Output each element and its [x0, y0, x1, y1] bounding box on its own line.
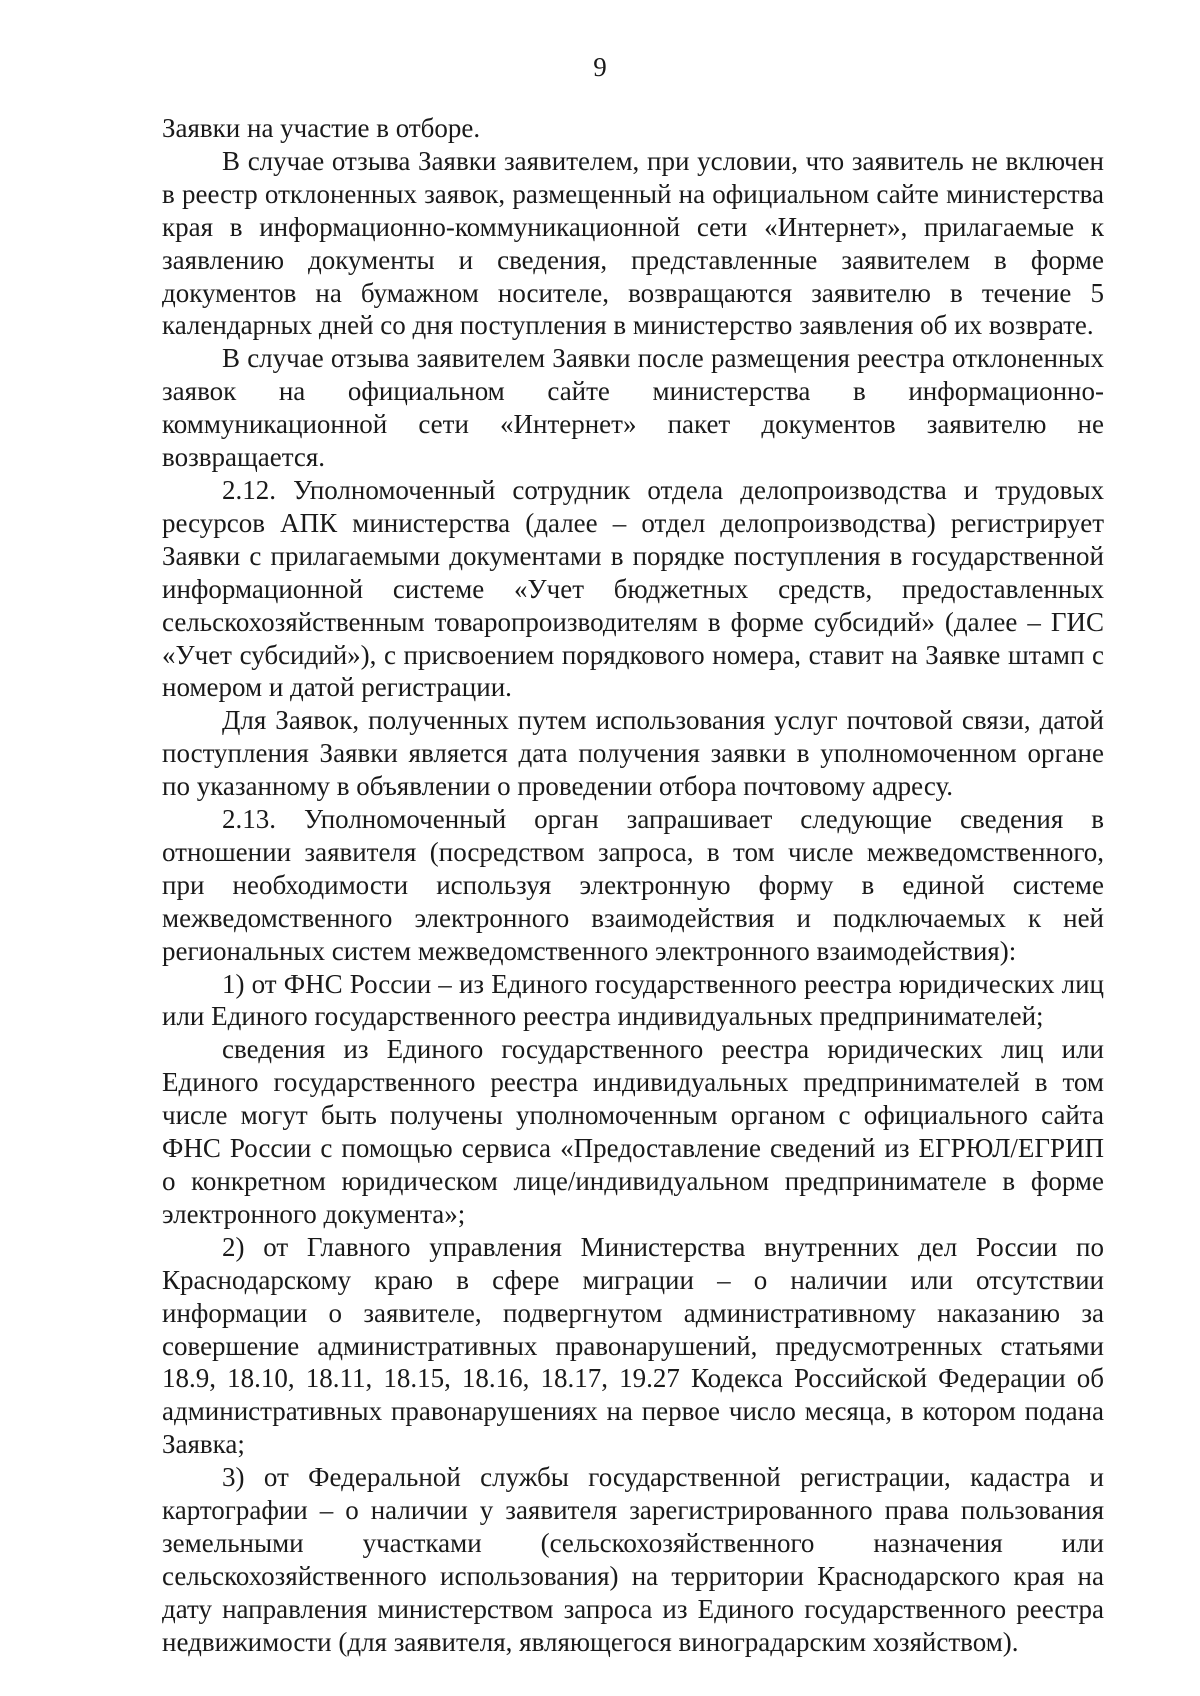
document-body — [162, 112, 1104, 1659]
section-2-12-paragraph: 2.12. Уполномоченный сотрудник отдела делопроизводства и трудовых ресурсов АПК министерства (далее – отдел делопроизводства) регистрирует Заявки с прилагаемыми документами в порядке поступления в государственной информационной системе «Учет бюджетных средств, предоставленных сельскохозяйственным товаропроизводителям в форме субсидий» (далее – ГИС «Учет субсидий»), с присвоением порядкового номера, ставит на Заявке штамп с номером и датой регистрации. — [162, 474, 1104, 703]
list-item-2: 2) от Главного управления Министерства внутренних дел России по Краснодарскому краю в сфере миграции – о наличии или отсутствии информации о заявителе, подвергнутом административному наказанию за совершение административных правонарушений, предусмотренных статьями 18.9, 18.10, 18.11, 18.15, 18.16, 18.17, 19.27 Кодекса Российской Федерации об административных правонарушениях на первое число месяца, в котором подана Заявка; — [162, 1231, 1104, 1460]
paragraph: В случае отзыва Заявки заявителем, при условии, что заявитель не включен в реестр отклоненных заявок, размещенный на официальном сайте министерства края в информационно-коммуникационной сети «Интернет», прилагаемые к заявлению документы и сведения, представленные заявителем в форме документов на бумажном носителе, возвращаются заявителю в течение 5 календарных дней со дня поступления в министерство заявления об их возврате. — [162, 145, 1104, 341]
paragraph: сведения из Единого государственного реестра юридических лиц или Единого государственного реестра индивидуальных предпринимателей в том числе могут быть получены уполномоченным органом с официального сайта ФНС России с помощью сервиса «Предоставление сведений из ЕГРЮЛ/ЕГРИП о конкретном юридическом лице/индивидуальном предпринимателе в форме электронного документа»; — [162, 1034, 1104, 1229]
paragraph: Для Заявок, полученных путем использования услуг почтовой связи, датой поступления Заявки является дата получения заявки в уполномоченном органе по указанному в объявлении о проведении отбора почтовому адресу. — [162, 705, 1104, 802]
paragraph: Заявки на участие в отборе. — [162, 113, 481, 143]
list-item-1: 1) от ФНС России – из Единого государственного реестра юридических лиц или Единого государственного реестра индивидуальных предпринимателей; — [162, 968, 1104, 1032]
section-2-13-paragraph: 2.13. Уполномоченный орган запрашивает следующие сведения в отношении заявителя (посредством запроса, в том числе межведомственного, при необходимости используя электронную форму в единой системе межведомственного электронного взаимодействия и подключаемых к ней региональных систем межведомственного электронного взаимодействия): — [162, 804, 1104, 966]
paragraph: В случае отзыва заявителем Заявки после размещения реестра отклоненных заявок на официальном сайте министерства в информационно-коммуникационной сети «Интернет» пакет документов заявителю не возвращается. — [162, 343, 1104, 473]
page-number: 9 — [593, 52, 607, 82]
list-item-3: 3) от Федеральной службы государственной регистрации, кадастра и картографии – о наличии у заявителя зарегистрированного права пользования земельными участками (сельскохозяйственного назначения или сельскохозяйственного использования) на территории Краснодарского края на дату направления министерством запроса из Единого государственного реестра недвижимости (для заявителя, являющегося виноградарским хозяйством). — [162, 1462, 1104, 1657]
